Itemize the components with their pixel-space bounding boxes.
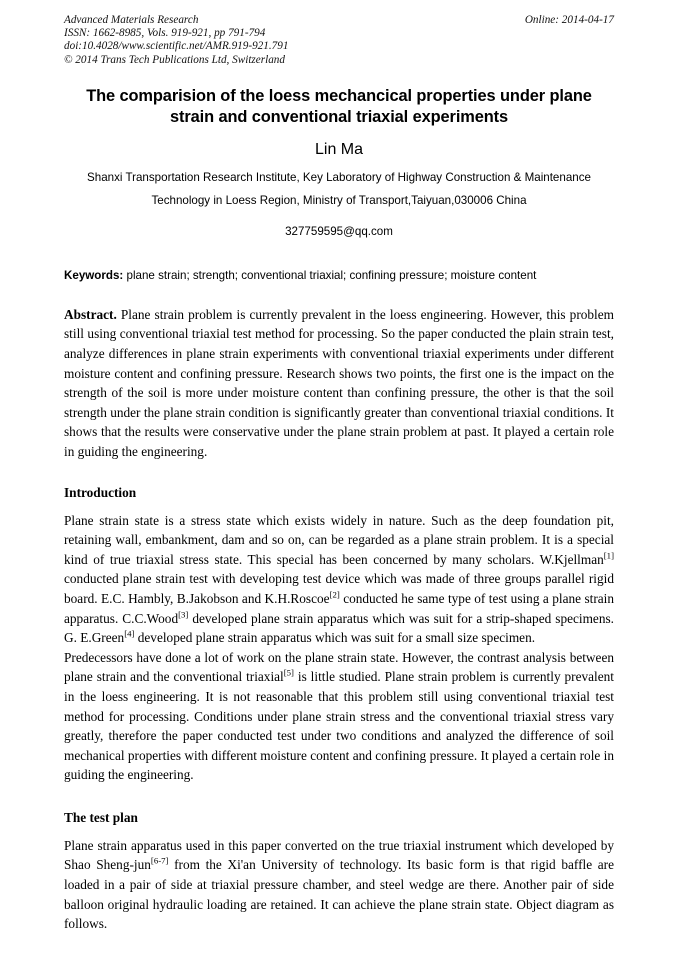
journal-name: Advanced Materials Research bbox=[64, 14, 199, 26]
paragraph-text: Predecessors have done a lot of work on the plane strain state. However, the contrast analysis between plane strain and the conventional triaxial bbox=[64, 649, 614, 685]
page-content bbox=[64, 14, 614, 934]
paragraph-text: is little studied. Plane strain problem is currently prevalent in the loess engineering. It is not reasonable that this problem still using conventional triaxial test method for processing. Conditions under plane strain stress and the conventional triaxial stress vary greatly, therefore the paper conducted test under two conditions and analyzed the difference of soil mechanical properties with different moisture content and confining pressure. It played a certain role in guiding the engineering. bbox=[64, 669, 614, 783]
reference-marker: [3] bbox=[178, 609, 189, 620]
section-heading: Introduction bbox=[64, 484, 137, 500]
section-paragraph bbox=[64, 648, 614, 785]
section-heading: The test plan bbox=[64, 809, 138, 825]
abstract-label: Abstract. bbox=[64, 306, 117, 322]
paragraph-text: conducted plane strain test with developing test device which was made of three groups parallel rigid board. E.C. Hambly, B.Jakobson and K.H.Roscoe bbox=[64, 571, 614, 606]
section-paragraph bbox=[64, 836, 614, 934]
reference-marker: [4] bbox=[124, 628, 135, 639]
online-publication-date: Online: 2014-04-17 bbox=[524, 14, 614, 26]
keywords-line bbox=[64, 268, 614, 284]
paragraph-text: Plane strain apparatus used in this paper converted on the true triaxial instrument which developed by Shao Sheng-jun bbox=[64, 837, 614, 873]
author-affiliation bbox=[64, 166, 614, 212]
affiliation-line-1: Shanxi Transportation Research Institute, Key Laboratory of Highway Construction & Maintenance bbox=[87, 170, 591, 184]
title-block bbox=[64, 86, 614, 240]
keywords-value: plane strain; strength; conventional triaxial; confining pressure; moisture content bbox=[123, 268, 537, 282]
section-the-test-plan bbox=[64, 809, 614, 934]
reference-marker: [5] bbox=[283, 667, 294, 678]
paragraph-text: conducted he same type of test using a plane strain apparatus. C.C.Wood bbox=[64, 590, 614, 626]
journal-issn-volume: ISSN: 1662-8985, Vols. 919-921, pp 791-794 bbox=[64, 27, 266, 40]
page-title: The comparision of the loess mechancical properties under plane strain and conventional triaxial experiments bbox=[86, 86, 592, 126]
reference-marker: [2] bbox=[329, 589, 340, 600]
affiliation-line-2: Technology in Loess Region, Ministry of Transport,Taiyuan,030006 China bbox=[151, 193, 527, 207]
abstract-text: Plane strain problem is currently prevalent in the loess engineering. However, this problem still using conventional triaxial test method for processing. So the paper conducted the plain strain test, analyze differences in plane strain experiments with conventional triaxial experiments under different moisture content and confining pressure. Research shows two points, the first one is the impact on the strength of the soil is more under moisture content than confining pressure, the other is that the soil strength under the plane strain condition is significantly greater than conventional triaxial conditions. It shows that the results were conservative under the plane strain problem at past. It played a certain role in guiding the engineering. bbox=[64, 306, 614, 459]
paragraph-text: Plane strain state is a stress state which exists widely in nature. Such as the deep foundation pit, retaining wall, embankment, dam and so on, can be regarded as a plane strain problem. It is a special kind of true triaxial stress state. This special has been concerned by many scholars. W.Kjellman bbox=[64, 512, 614, 567]
body-sections bbox=[64, 484, 614, 934]
journal-copyright: © 2014 Trans Tech Publications Ltd, Switzerland bbox=[64, 53, 285, 66]
journal-doi: doi:10.4028/www.scientific.net/AMR.919-921.791 bbox=[64, 40, 289, 53]
paragraph-text: from the Xi'an University of technology. Its basic form is that rigid baffle are loaded in a pair of side at triaxial pressure chamber, and steel wedge are there. Another pair of side balloon original hydraulic loading are retained. It can achieve the plane strain state. Object diagram as follows. bbox=[64, 857, 614, 932]
paragraph-text: developed plane strain apparatus which was suit for a strip-shaped specimens. G. E.Green bbox=[64, 610, 614, 646]
journal-header bbox=[64, 14, 614, 67]
reference-marker: [1] bbox=[603, 550, 614, 561]
author-name: Lin Ma bbox=[314, 140, 364, 158]
author-email: 327759595@qq.com bbox=[285, 224, 393, 238]
section-paragraph bbox=[64, 511, 614, 648]
reference-marker: [6-7] bbox=[150, 856, 169, 867]
abstract-paragraph bbox=[64, 305, 614, 462]
paragraph-text: developed plane strain apparatus which was suit for a small size specimen. bbox=[134, 630, 536, 646]
section-introduction bbox=[64, 484, 614, 785]
keywords-label: Keywords: bbox=[64, 268, 124, 282]
